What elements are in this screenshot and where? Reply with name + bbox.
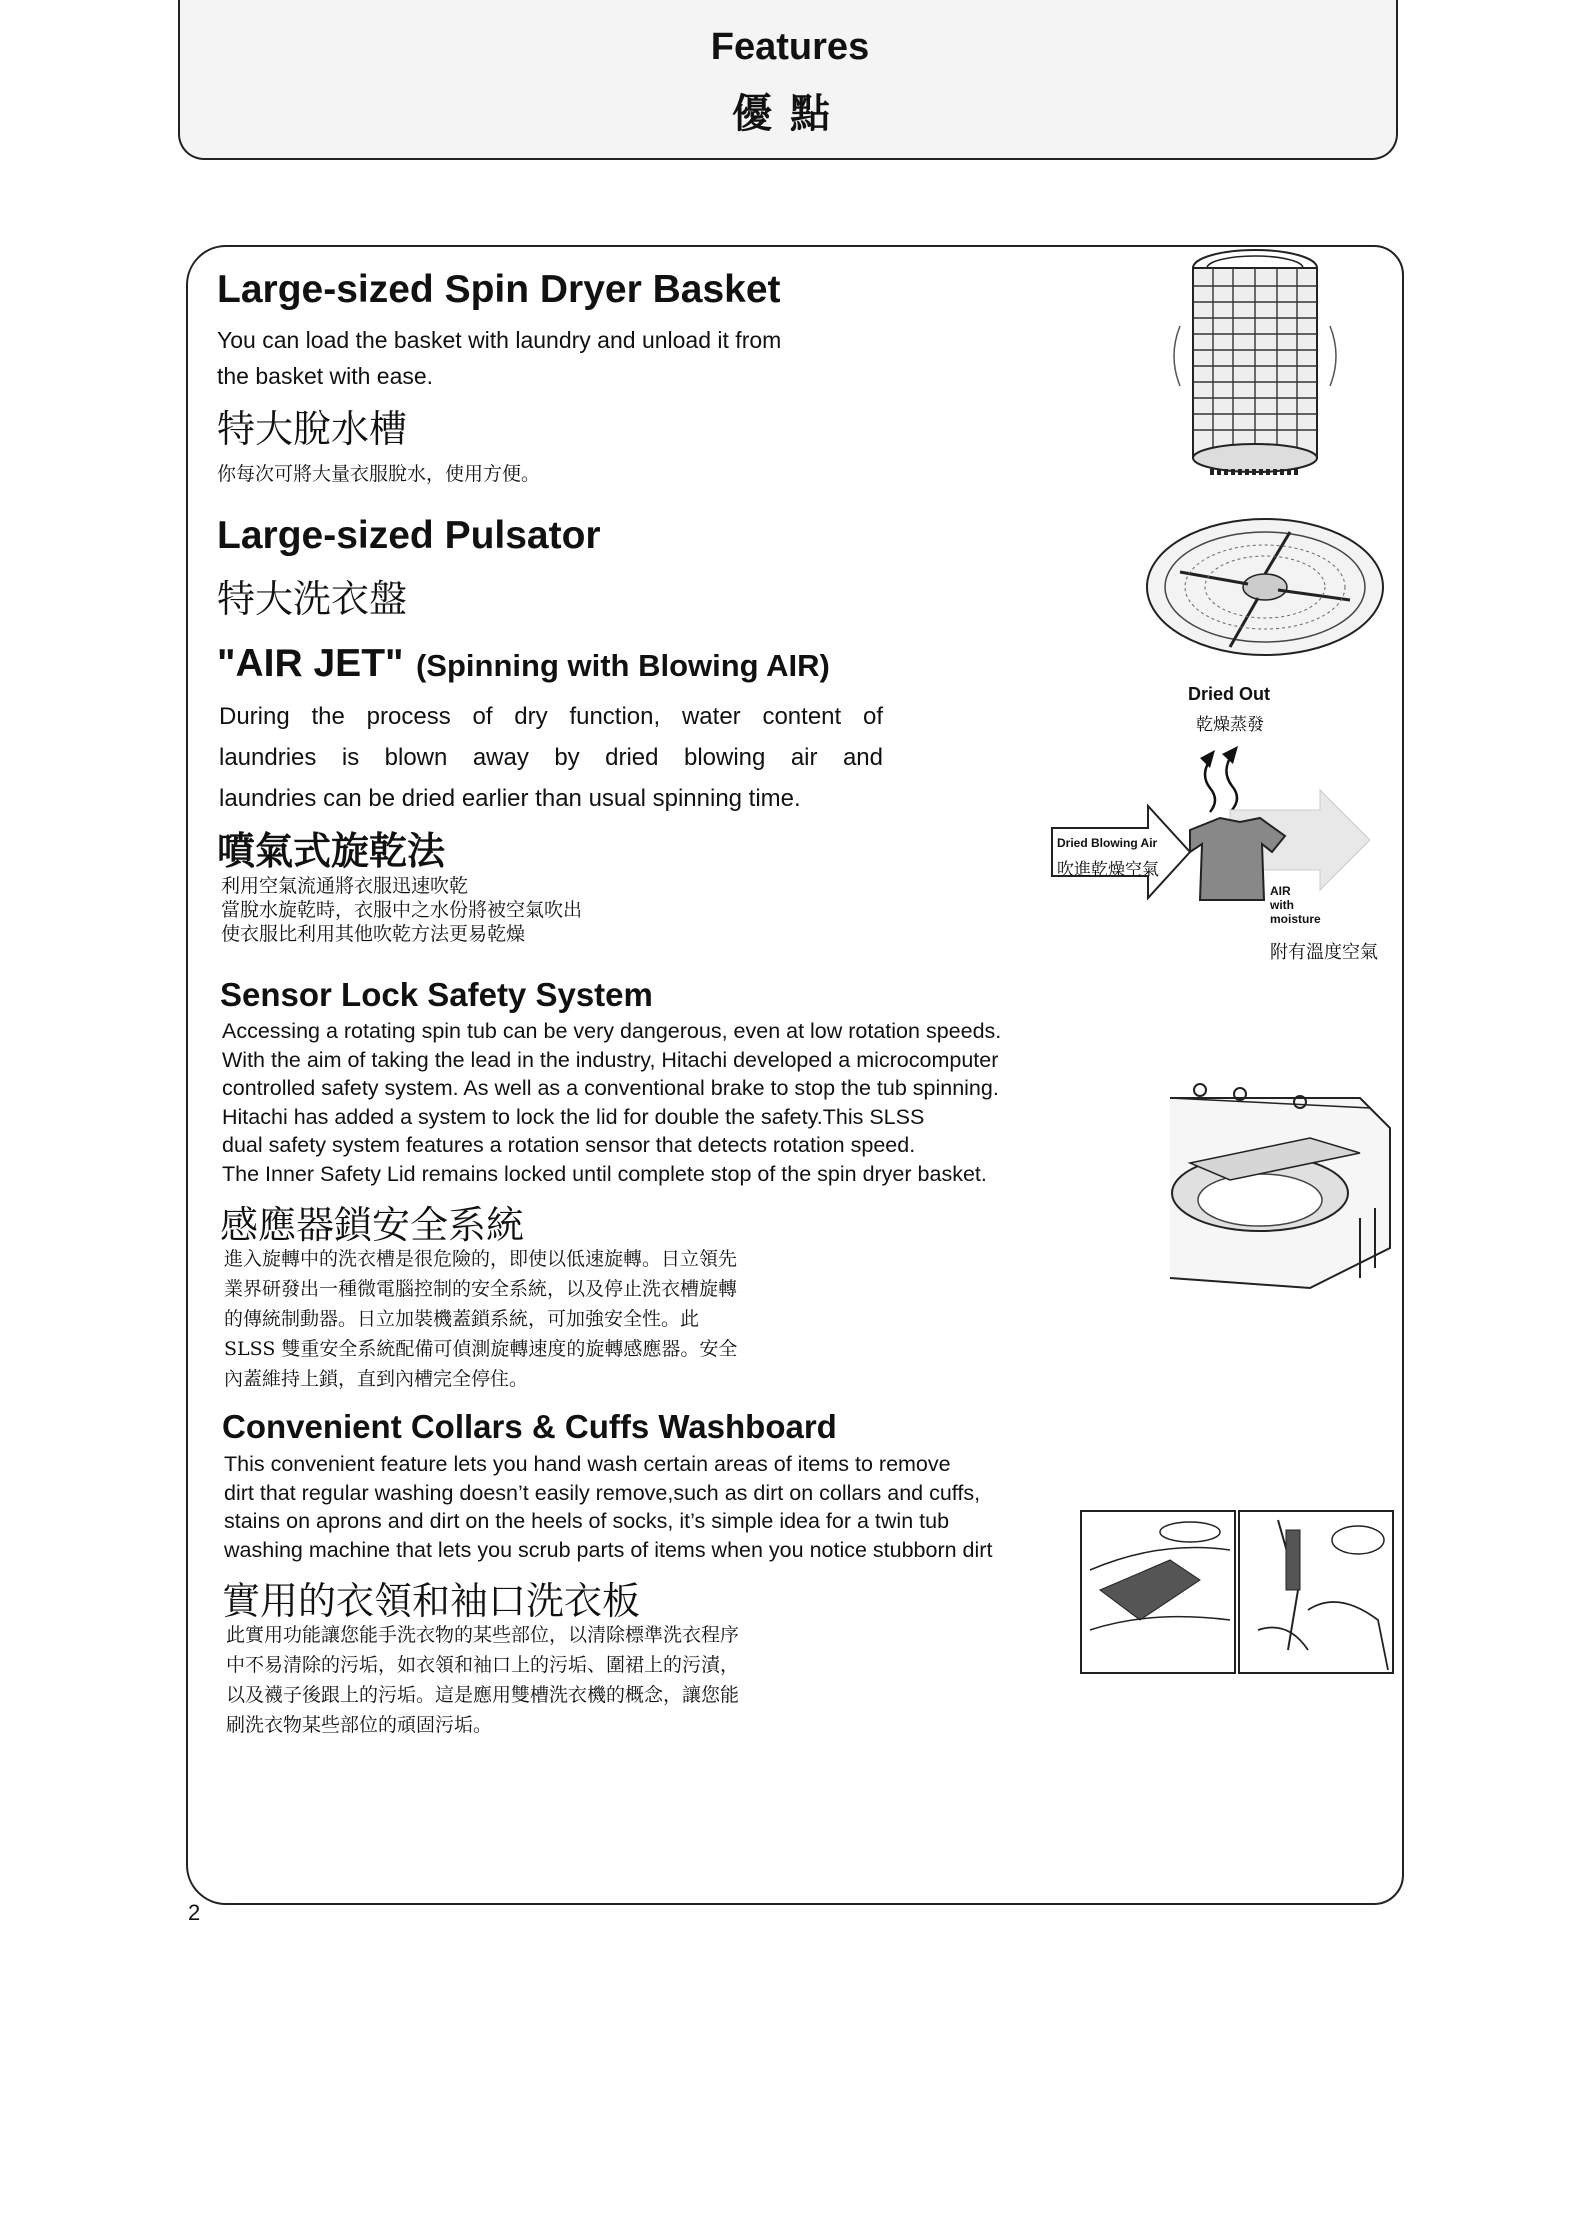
- section-heading-pulsator: Large-sized Pulsator: [217, 514, 601, 557]
- body-line: During the process of dry function, water content of: [219, 703, 883, 730]
- section-body-washboard: [224, 1450, 992, 1564]
- body-line: 業界研發出一種微電腦控制的安全系統，以及停止洗衣槽旋轉: [224, 1278, 738, 1300]
- body-line: 利用空氣流通將衣服迅速吹乾: [221, 875, 469, 897]
- page-title-zh: 優點: [732, 91, 848, 137]
- pulsator-illustration: [1140, 512, 1390, 662]
- section-body-zh-air-jet: [221, 874, 582, 946]
- body-line: Hitachi has added a system to lock the lid for double the safety.This SLSS: [222, 1104, 925, 1129]
- body-line: stains on aprons and dirt on the heels of socks, it’s simple idea for a twin tub: [224, 1509, 950, 1533]
- section-body-air-jet: [219, 696, 883, 819]
- body-line: With the aim of taking the lead in the industry, Hitachi developed a microcomputer: [222, 1047, 999, 1072]
- washboard-illustration-left: [1080, 1510, 1236, 1674]
- page-number: 2: [188, 1900, 201, 1925]
- body-line: The Inner Safety Lid remains locked until complete stop of the spin dryer basket.: [222, 1161, 987, 1186]
- body-line: 當脫水旋乾時，衣服中之水份將被空氣吹出: [221, 899, 583, 921]
- body-line: the basket with ease.: [217, 363, 434, 389]
- body-line: 的傳統制動器。日立加裝機蓋鎖系統，可加強安全性。此: [224, 1308, 700, 1330]
- section-heading-air-jet: "AIR JET": [217, 642, 404, 685]
- section-body-spin-basket: [217, 322, 781, 394]
- air-with-moisture-label: [1270, 884, 1321, 926]
- section-heading-washboard: Convenient Collars & Cuffs Washboard: [222, 1408, 837, 1445]
- label-line: AIR: [1270, 884, 1291, 898]
- label-line: moisture: [1270, 912, 1321, 926]
- body-line: controlled safety system. As well as a conventional brake to stop the tub spinning.: [222, 1076, 999, 1100]
- dried-blowing-air-label-zh: 吹進乾燥空氣: [1057, 860, 1159, 880]
- section-heading-zh-washboard: 實用的衣領和袖口洗衣板: [222, 1579, 641, 1623]
- section-body-zh-washboard: [226, 1620, 739, 1740]
- section-heading-zh-air-jet: 噴氣式旋乾法: [217, 828, 446, 873]
- body-line: 此實用功能讓您能手洗衣物的某些部位，以清除標準洗衣程序: [226, 1624, 740, 1646]
- washer-lid-illustration: [1160, 1068, 1400, 1298]
- page-header-banner: [178, 0, 1398, 160]
- body-line: 刷洗衣物某些部位的頑固污垢。: [226, 1714, 493, 1736]
- body-line: laundries can be dried earlier than usual spinning time.: [219, 785, 801, 812]
- body-line: 進入旋轉中的洗衣槽是很危險的，即使以低速旋轉。日立領先: [224, 1248, 738, 1270]
- body-line: 內蓋維持上鎖，直到內槽完全停住。: [224, 1368, 529, 1390]
- dried-out-label-zh: 乾燥蒸發: [1196, 715, 1264, 735]
- air-jet-diagram: [1050, 740, 1370, 920]
- dried-blowing-air-label: Dried Blowing Air: [1057, 836, 1158, 850]
- section-body-sensor-lock: [222, 1017, 1001, 1188]
- body-line: 中不易清除的污垢，如衣領和袖口上的污垢、圍裙上的污漬，: [226, 1654, 740, 1676]
- dried-out-label: Dried Out: [1188, 684, 1271, 704]
- section-heading-zh-spin-basket: 特大脫水槽: [217, 407, 408, 451]
- washboard-illustration-right: [1238, 1510, 1394, 1674]
- body-line: You can load the basket with laundry and unload it from: [217, 327, 782, 353]
- section-heading-air-jet-sub: (Spinning with Blowing AIR): [415, 648, 830, 683]
- section-heading-spin-basket: Large-sized Spin Dryer Basket: [217, 268, 781, 311]
- body-line: 以及襪子後跟上的污垢。這是應用雙槽洗衣機的概念，讓您能: [226, 1684, 740, 1706]
- body-line: laundries is blown away by dried blowing air and: [219, 744, 883, 771]
- body-line: SLSS 雙重安全系統配備可偵測旋轉速度的旋轉感應器。安全: [224, 1338, 738, 1360]
- air-with-moisture-label-zh: 附有溫度空氣: [1270, 942, 1378, 963]
- section-heading-zh-sensor-lock: 感應器鎖安全系統: [220, 1203, 525, 1247]
- section-body-zh-sensor-lock: [224, 1244, 737, 1394]
- section-heading-air-jet-row: [217, 642, 830, 686]
- body-line: 使衣服比利用其他吹乾方法更易乾燥: [221, 923, 526, 945]
- body-line: dual safety system features a rotation sensor that detects rotation speed.: [222, 1133, 916, 1157]
- section-heading-sensor-lock: Sensor Lock Safety System: [220, 976, 653, 1013]
- body-line: washing machine that lets you scrub parts of items when you notice stubborn dirt: [224, 1537, 993, 1562]
- spin-basket-illustration: [1160, 246, 1350, 486]
- label-line: with: [1270, 898, 1294, 912]
- body-line: dirt that regular washing doesn’t easily remove,such as dirt on collars and cuffs,: [224, 1480, 981, 1505]
- section-body-zh-spin-basket: 你每次可將大量衣服脫水，使用方便。: [217, 463, 541, 485]
- body-line: This convenient feature lets you hand wash certain areas of items to remove: [224, 1452, 951, 1476]
- section-heading-zh-pulsator: 特大洗衣盤: [217, 577, 408, 621]
- page-title: Features: [710, 26, 870, 68]
- body-line: Accessing a rotating spin tub can be very dangerous, even at low rotation speeds.: [222, 1019, 1002, 1043]
